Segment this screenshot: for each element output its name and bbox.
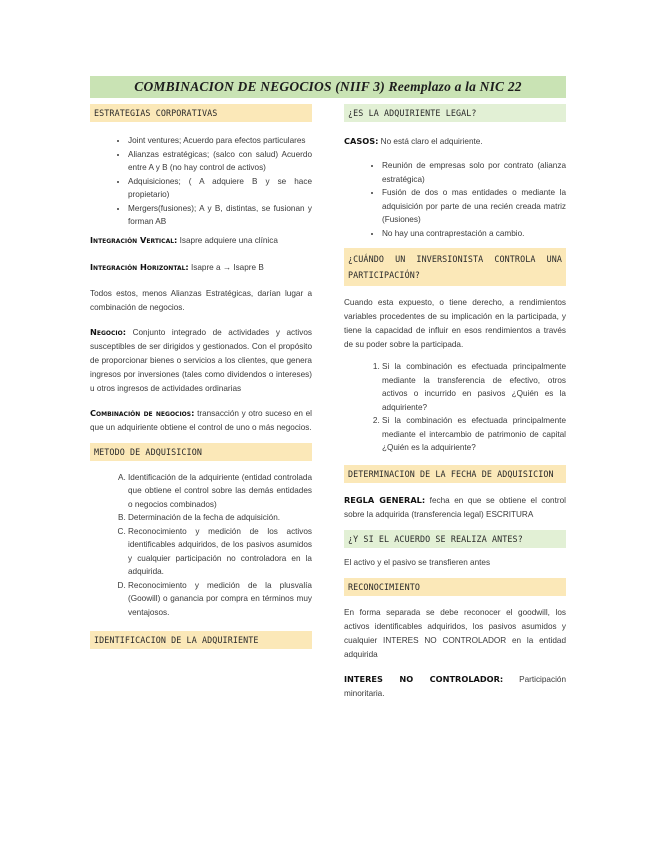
reconocimiento-header: RECONOCIMIENTO [344, 578, 566, 596]
combinacion-text: transacción y otro suceso en el que un adquiriente obtiene el control de uno o más negocios. [90, 408, 312, 432]
interes-no-controlador [344, 672, 566, 701]
list-item: • Reunión de empresas solo por contrato (alianza estratégica) [382, 159, 566, 186]
negocio-label: Negocio: [90, 326, 126, 337]
regla-label: REGLA GENERAL: [344, 494, 426, 505]
integracion-vertical-label: Integración Vertical: [90, 234, 178, 245]
estrategias-header: ESTRATEGIAS CORPORATIVAS [90, 104, 312, 122]
metodo-list [90, 471, 312, 620]
interes-label: INTERES NO CONTROLADOR: [344, 673, 504, 684]
acuerdo-header: ¿Y SI EL ACUERDO SE REALIZA ANTES? [344, 530, 566, 548]
integracion-horizontal-text-a: Isapre a [188, 262, 223, 272]
regla-text: fecha en que se obtiene el control sobre la adquirida (transferencia legal) ESCRITURA [344, 495, 566, 519]
acuerdo-text: El activo y el pasivo se transfieren antes [344, 557, 491, 567]
metodo-header: METODO DE ADQUISICION [90, 443, 312, 461]
integracion-horizontal-text-b: Isapre B [231, 262, 264, 272]
list-item: 2. Si la combinación es efectuada principalmente mediante el intercambio de patrimonio de capital ¿Quién es la adquiriente? [382, 414, 566, 455]
combinacion-label: Combinación de negocios: [90, 407, 195, 418]
left-column [90, 104, 312, 649]
legal-header: ¿ES LA ADQUIRIENTE LEGAL? [344, 104, 566, 122]
cuando-text: Cuando esta expuesto, o tiene derecho, a rendimientos variables procedentes de su implicación en la participada, y tiene la capacidad de influir en esos rendimientos a través de su poder sobre la participada. [344, 298, 566, 349]
reconocimiento-text: En forma separada se debe reconocer el goodwill, los activos identificables adquiridos, los pasivos asumidos y cualquier INTERES NO CONTROLADOR en la entidad adquirida [344, 607, 566, 659]
list-item: D. Reconocimiento y medición de la plusvalía (Goowill) o ganancia por compra en términos muy ventajosos. [128, 579, 312, 620]
cuando-header: ¿CUÁNDO UN INVERSIONISTA CONTROLA UNA PARTICIPACIÓN? [344, 248, 566, 286]
casos-text: No está claro el adquiriente. [378, 137, 483, 146]
list-item: • Fusión de dos o mas entidades o mediante la adquisición por parte de una recién creada matriz (Fusiones) [382, 186, 566, 227]
integracion-horizontal [90, 260, 312, 275]
casos-list [344, 159, 566, 240]
casos-label: CASOS: [344, 136, 379, 146]
list-item: • Joint ventures; Acuerdo para efectos particulares [128, 134, 312, 148]
list-item: • Alianzas estratégicas; (salco con salud) Acuerdo entre A y B (no hay control de activos) [128, 148, 312, 175]
integracion-vertical-text: Isapre adquiere una clínica [177, 235, 278, 245]
integracion-vertical [90, 233, 312, 248]
list-item: • Mergers(fusiones); A y B, distintas, se fusionan y forman AB [128, 202, 312, 229]
page-title: COMBINACION DE NEGOCIOS (NIIF 3) Reemplazo a la NIC 22 [90, 76, 566, 98]
list-item: B. Determinación de la fecha de adquisición. [128, 511, 312, 525]
list-item: C. Reconocimiento y medición de los activos identificables adquiridos, de los pasivos asumidos y cualquier participación no controladora en la adquirida. [128, 525, 312, 579]
list-item: 1. Si la combinación es efectuada principalmente mediante la transferencia de efectivo, otros activos o incurrido en pasivos ¿Quién es la adquiriente? [382, 360, 566, 414]
right-column [344, 104, 566, 701]
regla-general [344, 493, 566, 522]
list-item: A. Identificación de la adquiriente (entidad controlada que obtiene el control sobre las demás entidades o negocios combinados) [128, 471, 312, 512]
estrategias-list [90, 134, 312, 229]
interes-text: Participación minoritaria. [344, 674, 566, 698]
negocio-text: Conjunto integrado de actividades y activos susceptibles de ser dirigidos y gestionados. Con el propósito de proporcionar bienes o servicios a los clientes, que genera ingresos por inversiones (tales como dividendos o intereses) u otros ingresos de actividades ordinarias [90, 327, 312, 393]
cuando-list [344, 360, 566, 455]
todos-text: Todos estos, menos Alianzas Estratégicas, darían lugar a combinación de negocios. [90, 288, 312, 312]
fecha-header: DETERMINACION DE LA FECHA DE ADQUISICION [344, 465, 566, 483]
identificacion-header: IDENTIFICACION DE LA ADQUIRIENTE [90, 631, 312, 649]
casos [344, 134, 566, 149]
arrow-right-icon: → [222, 262, 232, 272]
negocio-definition [90, 325, 312, 396]
combinacion-definition [90, 406, 312, 435]
list-item: • No hay una contraprestación a cambio. [382, 227, 566, 241]
list-item: • Adquisiciones; ( A adquiere B y se hace propietario) [128, 175, 312, 202]
integracion-horizontal-label: Integración Horizontal: [90, 261, 189, 272]
